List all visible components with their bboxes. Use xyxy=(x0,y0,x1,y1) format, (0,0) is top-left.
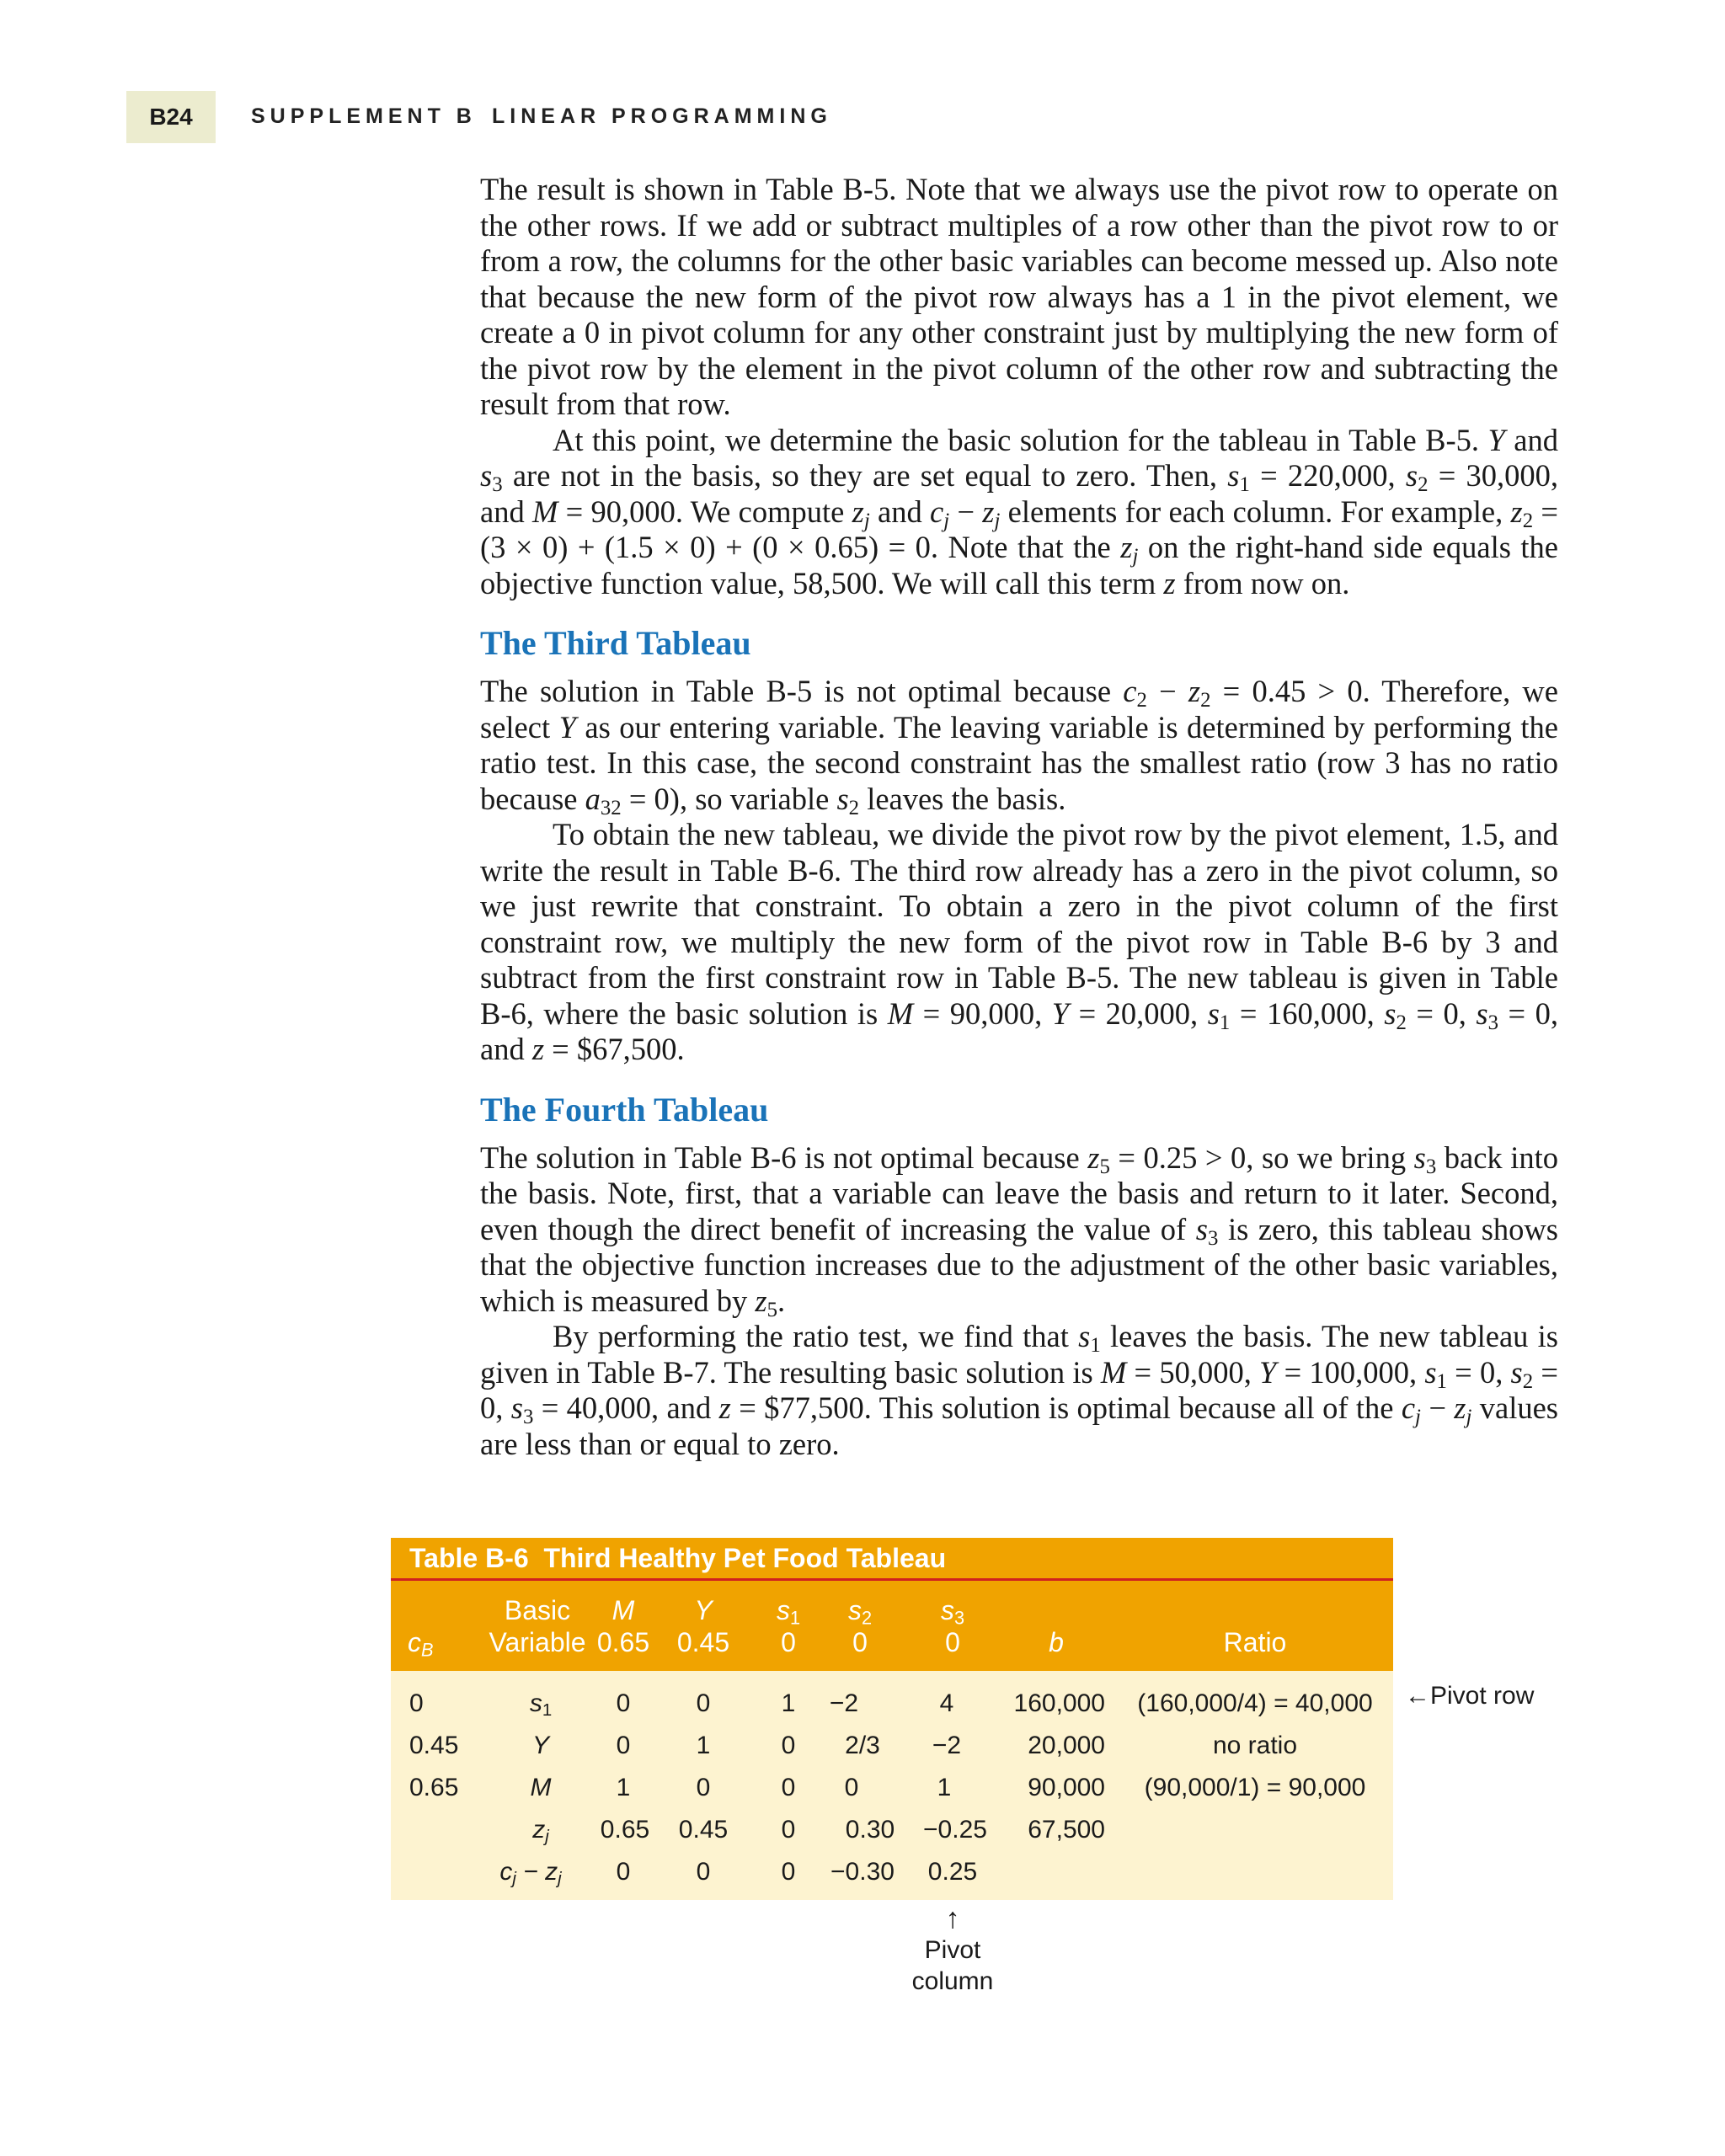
table-cell: 0 xyxy=(781,1816,796,1844)
pivot-row-annotation: ←Pivot row xyxy=(1405,1682,1535,1710)
chapter-title: LINEAR PROGRAMMING xyxy=(492,104,832,128)
col-var-m: M xyxy=(611,1595,635,1625)
pivot-col-label: Pivot xyxy=(924,1936,981,1964)
table-cell: −2 xyxy=(932,1732,962,1759)
table-cell: 0 xyxy=(781,1732,796,1759)
table-cell-ratio: (90,000/1) = 90,000 xyxy=(1144,1774,1366,1801)
col-cost: 0 xyxy=(781,1627,796,1657)
table-cell-b: 20,000 xyxy=(1028,1732,1105,1759)
pivot-column-annotation xyxy=(912,1903,994,1997)
table-header xyxy=(391,1581,1393,1671)
row-cb: 0.65 xyxy=(409,1774,459,1801)
paragraph: By performing the ratio test, we find that $s_1$ leaves the basis. The new tableau is given in Table B-7. The resulting basic solution is M = 50,000, Y = 100,000, $s_1 = 0$, $s_2 = 0$, $s_3 = 40,000$, and z = $77,500. This solution is optimal because all of the $c_j - z_j$ values are less than or equal to zero. xyxy=(480,1319,1558,1461)
paragraph: The result is shown in Table B-5. Note that we always use the pivot row to operate on the other rows. If we add or subtract multiples of a row other than the pivot row to or from a row, the columns for the other basic variables can become messed up. Also note that because the new form of the pivot row always has a 1 in the pivot element, we create a 0 in pivot column for any other constraint just by multiplying the new form of the pivot row by the element in the pivot column of the other row and subtracting the result from that row. xyxy=(480,172,1558,421)
table-cell: 0 xyxy=(616,1858,631,1886)
table-cell: 0 xyxy=(616,1732,631,1759)
table-cell: 0 xyxy=(781,1774,796,1801)
table-cell-b: 67,500 xyxy=(1028,1816,1105,1844)
table-caption: Third Healthy Pet Food Tableau xyxy=(543,1542,947,1573)
section-heading-fourth: The Fourth Tableau xyxy=(480,1090,769,1129)
table-cell-ratio: no ratio xyxy=(1212,1732,1298,1759)
row-cb: 0 xyxy=(409,1689,424,1717)
table-label: Table B-6 xyxy=(409,1542,529,1573)
col-var-y: Y xyxy=(694,1595,713,1625)
row-zj-label: $z_j$ xyxy=(532,1816,549,1847)
col-var-s1: $s_1$ xyxy=(776,1595,801,1629)
col-basic-1: Basic xyxy=(504,1595,571,1625)
col-cost: 0 xyxy=(945,1627,960,1657)
col-ratio: Ratio xyxy=(1223,1627,1287,1657)
col-cb: $c_B$ xyxy=(408,1627,434,1661)
row-cjzj-label: $c_j - z_j$ xyxy=(499,1858,562,1889)
table-cell: 0.65 xyxy=(600,1816,650,1844)
col-basic-2: Variable xyxy=(489,1627,586,1657)
table-cell: 0 xyxy=(696,1774,711,1801)
paragraph: To obtain the new tableau, we divide the pivot row by the pivot element, 1.5, and write the result in Table B-6. The third row already has a zero in the pivot column, so we just rewrite that constraint. To obtain a zero in the pivot column of the first constraint row, we multiply the new form of the pivot row in Table B-6 by 3 and subtract from the first constraint row in Table B-5. The new tableau is given in Table B-6, where the basic solution is M = 90,000, Y = 20,000, $s_1 = 160,000$, $s_2 = 0$, $s_3 = 0$, and z = $67,500. xyxy=(480,817,1558,1066)
table-cell: 0.25 xyxy=(927,1858,978,1886)
col-cost: 0.45 xyxy=(676,1627,730,1657)
table-cell: 0.45 xyxy=(678,1816,729,1844)
table-cell: 1 xyxy=(937,1774,952,1801)
row-basic: M xyxy=(530,1774,552,1801)
pivot-col-label: column xyxy=(911,1967,994,1995)
table-cell: 0 xyxy=(696,1689,711,1717)
table-cell: −0.30 xyxy=(830,1858,895,1886)
table-cell-b: 90,000 xyxy=(1028,1774,1105,1801)
paragraph: The solution in Table B-6 is not optimal because $z_5 = 0.25 > 0$, so we bring $s_3$ back into the basis. Note, first, that a variable can leave the basis and return to it later. Second, even though the direct benefit of increasing the value of $s_3$ is zero, this tableau shows that the objective function increases due to the adjustment of the other basic variables, which is measured by $z_5$. xyxy=(480,1139,1558,1321)
supplement-label: SUPPLEMENT B xyxy=(251,104,477,128)
table-cell-ratio: (160,000/4) = 40,000 xyxy=(1137,1689,1373,1717)
table-cell: 0.30 xyxy=(845,1816,895,1844)
table-cell: 0 xyxy=(844,1774,859,1801)
section-heading-third: The Third Tableau xyxy=(480,624,751,662)
row-cb: 0.45 xyxy=(409,1732,459,1759)
row-basic: Y xyxy=(531,1732,550,1759)
table-b6 xyxy=(391,1538,1393,1900)
table-cell: −2 xyxy=(829,1689,859,1717)
up-arrow-icon: ↑ xyxy=(945,1903,960,1935)
paragraph: At this point, we determine the basic solution for the tableau in Table B-5. Y and $s_3$ are not in the basis, so they are set equal to zero. Then, $s_1 = 220,000$, $s_2 = 30,000$, and M = 90,000. We compute $z_j$ and $c_j - z_j$ elements for each column. For example, $z_2 = (3 \times 0) + (1.5 \times 0) + (0 \times 0.65) = 0$. Note that the $z_j$ on the right-hand side equals the objective function value, 58,500. We will call this term z from now on. xyxy=(480,422,1559,600)
table-cell: 0 xyxy=(781,1858,796,1886)
table-cell: 2/3 xyxy=(845,1732,880,1759)
col-var-s3: $s_3$ xyxy=(940,1595,965,1629)
col-cost: 0.65 xyxy=(596,1627,650,1657)
table-cell: 4 xyxy=(939,1689,954,1717)
table-cell: 1 xyxy=(781,1689,796,1717)
table-cell: −0.25 xyxy=(923,1816,987,1844)
table-title xyxy=(391,1538,1393,1581)
paragraph: The solution in Table B-5 is not optimal because $c_2 - z_2 = 0.45 > 0$. Therefore, we select Y as our entering variable. The leaving variable is determined by performing the ratio test. In this case, the second constraint has the smallest ratio (row 3 has no ratio because $a_{32} = 0$), so variable $s_2$ leaves the basis. xyxy=(480,674,1558,819)
page-number: B24 xyxy=(126,91,216,143)
col-b: b xyxy=(1049,1627,1064,1657)
table-body xyxy=(391,1671,1393,1900)
table-cell: 1 xyxy=(696,1732,711,1759)
table-cell-b: 160,000 xyxy=(1013,1689,1105,1717)
col-var-s2: $s_2$ xyxy=(847,1595,873,1629)
body-text xyxy=(480,172,1558,1462)
col-cost: 0 xyxy=(852,1627,868,1657)
table-cell: 0 xyxy=(616,1689,631,1717)
row-basic: $s_1$ xyxy=(529,1689,553,1721)
table-cell: 0 xyxy=(696,1858,711,1886)
table-cell: 1 xyxy=(616,1774,631,1801)
